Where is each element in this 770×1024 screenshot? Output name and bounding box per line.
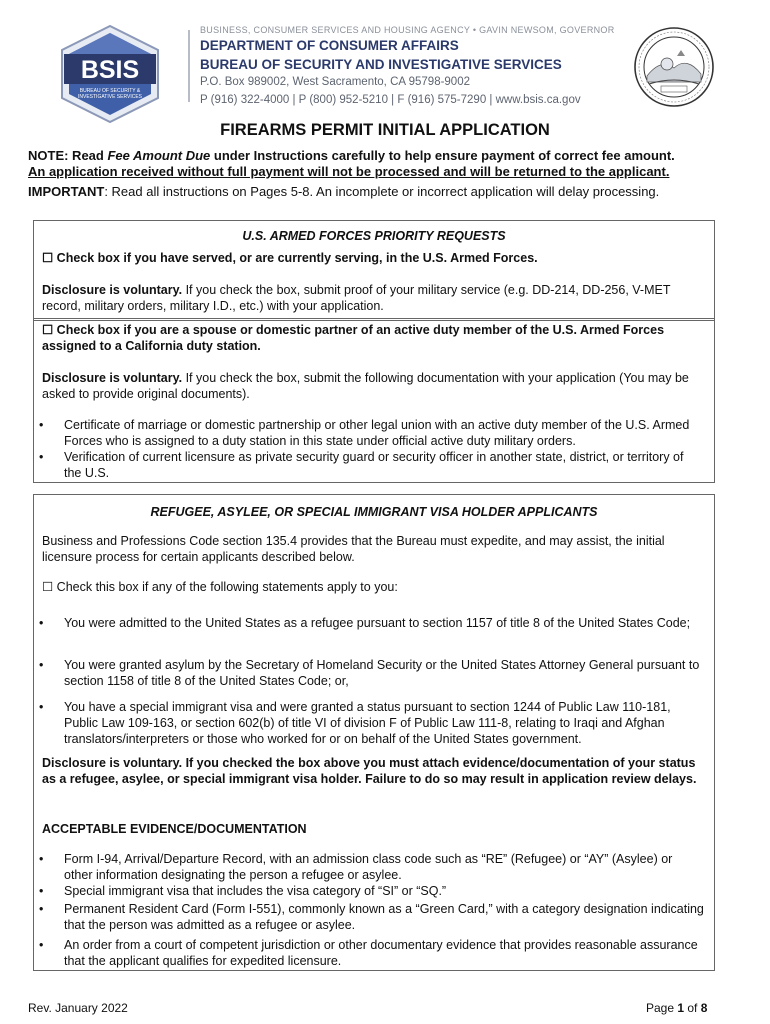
page-total: 8 <box>700 1001 708 1015</box>
spouse-disclosure <box>42 370 702 402</box>
revision-date: Rev. January 2022 <box>28 1001 128 1015</box>
bsis-logo <box>58 24 162 124</box>
note-emphasis: Fee Amount Due <box>107 148 211 163</box>
list-item: Form I-94, Arrival/Departure Record, with an admission class code such as “RE” (Refugee) or “AY” (Asylee) or other information designating the person a refugee or asylee. <box>64 852 673 882</box>
bullet-icon: • <box>39 852 44 866</box>
refugee-title: REFUGEE, ASYLEE, OR SPECIAL IMMIGRANT VISA HOLDER APPLICANTS <box>150 505 598 519</box>
list-item: You have a special immigrant visa and were granted a status pursuant to section 1244 of Public Law 110-181, Public Law 109-163, or section 602(b) of title VI of division F of Public Law 111-8, relating to Iraqi and Afghan translators/interpreters or those who worked for or on behalf of the United States government. <box>64 700 671 746</box>
list-item: You were granted asylum by the Secretary of Homeland Security or the United States Attorney General pursuant to section 1158 of title 8 of the United States Code; or, <box>64 658 700 688</box>
important-note <box>28 184 659 199</box>
department-name: DEPARTMENT OF CONSUMER AFFAIRS <box>200 38 459 53</box>
list-item: Verification of current licensure as private security guard or security officer in another state, district, or territory of the U.S. <box>64 450 684 480</box>
agency-line: BUSINESS, CONSUMER SERVICES AND HOUSING AGENCY • GAVIN NEWSOM, GOVERNOR <box>200 25 615 35</box>
list-item: Permanent Resident Card (Form I-551), commonly known as a “Green Card,” with a category designation indicating that the person was admitted as a refugee or asylee. <box>64 902 704 932</box>
armed-service-disclosure <box>42 282 702 314</box>
page-current: 1 <box>677 1001 685 1015</box>
note-line-2: An application received without full payment will not be processed and will be returned to the applicant. <box>28 164 670 179</box>
bullet-icon: • <box>39 700 44 714</box>
bureau-contact: P (916) 322-4000 | P (800) 952-5210 | F (916) 575-7290 | www.bsis.ca.gov <box>200 94 581 106</box>
disclosure-text: If you check the box, submit proof of your military service (e.g. DD-214, DD-256, V-MET record, military orders, military I.D., etc.) with your application. <box>42 283 671 313</box>
spouse-checkbox[interactable]: ☐ Check box if you are a spouse or domestic partner of an active duty member of the U.S. Armed Forces assigned to a California duty station. <box>42 323 665 353</box>
spouse-section <box>33 318 715 483</box>
ca-dca-seal-icon <box>633 26 715 108</box>
bureau-name: BUREAU OF SECURITY AND INVESTIGATIVE SERVICES <box>200 57 562 72</box>
bullet-icon: • <box>39 450 44 464</box>
page-title: FIREARMS PERMIT INITIAL APPLICATION <box>220 121 550 139</box>
page-prefix: Page <box>646 1001 678 1015</box>
evidence-title: ACCEPTABLE EVIDENCE/DOCUMENTATION <box>42 822 307 836</box>
list-item: You were admitted to the United States as a refugee pursuant to section 1157 of title 8 of the United States Code; <box>64 616 691 630</box>
list-item: Certificate of marriage or domestic partnership or other legal union with an active duty member of the U.S. Armed Forces who is assigned to a duty station in this state under official active duty military orders. <box>64 418 690 448</box>
page-number <box>646 1001 707 1015</box>
note-line-1 <box>28 148 675 163</box>
armed-forces-section <box>33 220 715 321</box>
list-item: Special immigrant visa that includes the visa category of “SI” or “SQ.” <box>64 884 447 898</box>
bullet-icon: • <box>39 658 44 672</box>
bullet-icon: • <box>39 938 44 952</box>
svg-text:INVESTIGATIVE SERVICES: INVESTIGATIVE SERVICES <box>78 94 142 100</box>
svg-text:BUREAU OF SECURITY &: BUREAU OF SECURITY & <box>79 88 141 94</box>
refugee-disclosure: Disclosure is voluntary. If you checked the box above you must attach evidence/documentation of your status as a refugee, asylee, or special immigrant visa holder. Failure to do so may result in application review delays. <box>42 756 697 786</box>
refugee-intro: Business and Professions Code section 135.4 provides that the Bureau must expedite, and may assist, the initial licensure process for certain applicants described below. <box>42 534 665 564</box>
list-item: An order from a court of competent jurisdiction or other documentary evidence that provides reasonable assurance that the applicant qualifies for expedited licensure. <box>64 938 698 968</box>
important-text: : Read all instructions on Pages 5-8. An incomplete or incorrect application will delay processing. <box>104 184 660 199</box>
bureau-address: P.O. Box 989002, West Sacramento, CA 95798-9002 <box>200 76 470 88</box>
important-label: IMPORTANT <box>28 184 105 199</box>
refugee-checkbox[interactable]: ☐ Check this box if any of the following statements apply to you: <box>42 580 398 594</box>
armed-service-checkbox[interactable]: ☐ Check box if you have served, or are currently serving, in the U.S. Armed Forces. <box>42 251 538 265</box>
note-label: NOTE: Read <box>28 148 108 163</box>
disclosure-text: If you check the box, submit the following documentation with your application (You may be asked to provide original documents). <box>42 371 689 401</box>
bullet-icon: • <box>39 418 44 432</box>
armed-forces-title: U.S. ARMED FORCES PRIORITY REQUESTS <box>242 229 506 243</box>
refugee-section <box>33 494 715 971</box>
bullet-icon: • <box>39 902 44 916</box>
logo-text: BSIS <box>80 56 140 84</box>
bullet-icon: • <box>39 616 44 630</box>
bullet-icon: • <box>39 884 44 898</box>
disclosure-label: Disclosure is voluntary. <box>42 371 183 385</box>
header-divider <box>188 30 190 102</box>
page-of: of <box>684 1001 701 1015</box>
note-text: under Instructions carefully to help ensure payment of correct fee amount. <box>210 148 675 163</box>
disclosure-label: Disclosure is voluntary. <box>42 283 183 297</box>
